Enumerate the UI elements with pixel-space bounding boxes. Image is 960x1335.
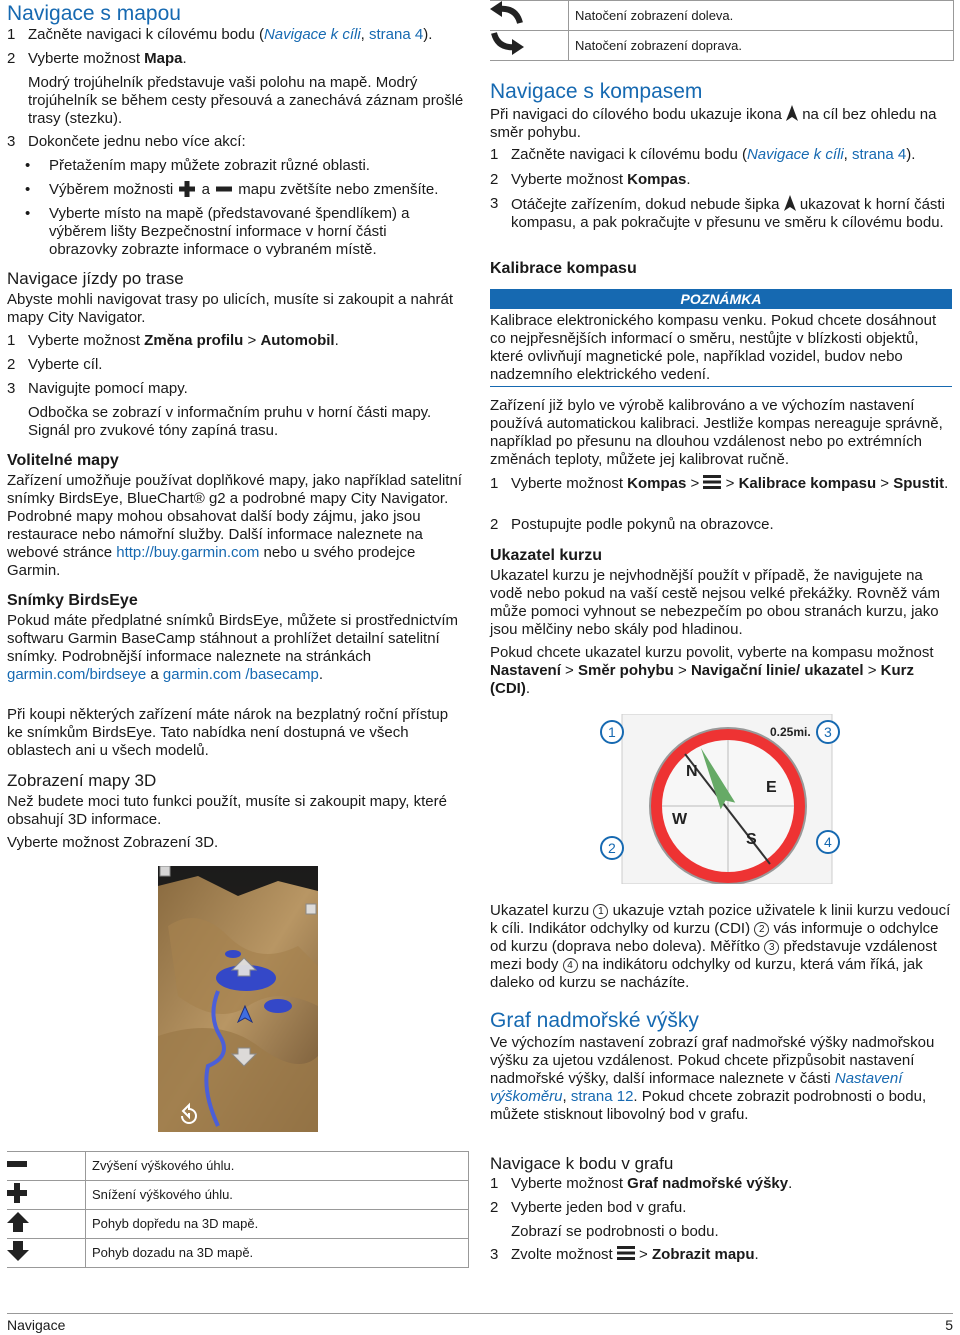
section-title-optional-maps: Volitelné mapy [7,452,119,469]
section-title-compass: Navigace s kompasem [490,80,703,103]
birdseye-text [7,612,467,684]
note-divider [490,386,952,387]
step-text-end: . [754,1246,759,1263]
rotate-right-icon [490,31,524,55]
arrow-up-icon [7,1211,29,1233]
step-number: 2 [7,50,16,67]
bullet-text: Výběrem možnosti [49,181,174,198]
note-text: Kalibrace elektronického kompasu venku. Pokud chcete dosáhnout co nejpřesnějších informací o směru, nestůjte v blízkosti objektů, které ovlivňují magnetické pole, například vozidel, budov nebo nadzemního elektrického vedení. [490,312,937,383]
callout-2 [601,837,623,859]
sep: > [721,475,739,492]
section-title-calibration: Kalibrace kompasu [490,260,637,277]
bullet-text: a [201,181,210,198]
step-number: 3 [7,133,16,150]
link-page-4[interactable]: strana 4 [852,146,907,163]
arrow-pointer-icon [784,195,796,211]
step-3 [7,380,188,398]
table-cell-icon [490,1,569,31]
bullet-text: Vyberte místo na mapě (představované špendlíkem) a výběrem lišty Bezpečnostní informace v horní části obrazovky zobrazte informace o vybraném místě. [49,205,410,258]
step-number: 3 [490,1246,499,1263]
callout-ref: 2 [754,922,769,937]
plus-icon [179,181,195,197]
bullet-text: Přetažením mapy můžete zobrazit různé oblasti. [49,157,370,174]
para-text: . Pokud chcete zobrazit podrobnosti o bodu, můžete stisknout libovolný bod v grafu. [490,1088,927,1123]
option-compass: Kompas [627,475,687,492]
para-text: představuje vzdálenost mezi body [490,938,937,973]
sep: > [686,475,704,492]
step-1 [7,332,339,350]
table-cell-icon [7,1152,86,1181]
bullet-dot: • [25,205,31,222]
step-3 [490,1246,759,1264]
3d-step: Vyberte možnost Zobrazení 3D. [7,834,219,851]
section-title-navigate-to-point: Navigace k bodu v grafu [490,1154,674,1173]
menu-icon [617,1246,635,1260]
callout-1 [601,721,623,743]
para-text: Pokud chcete ukazatel kurzu povolit, vyberte na kompasu možnost [490,644,934,661]
para-text: nebo u svého prodejce Garmin. [7,544,416,579]
step-number: 1 [7,332,16,349]
step-1 [490,146,916,164]
section-title-map-navigation: Navigace s mapou [7,2,181,25]
step-3 [7,133,246,151]
section-title-course-pointer: Ukazatel kurzu [490,547,603,564]
menu-icon [703,475,721,489]
table-cell-icon [490,31,569,61]
step-text: Vyberte možnost [511,171,628,188]
step-text: Vyberte cíl. [28,356,103,373]
step-text: Otáčejte zařízením, dokud nebude šipka [511,196,780,213]
optional-maps-text [7,472,467,580]
step-number: 2 [490,171,499,188]
step-text: Začněte navigaci k cílovému bodu ( [28,26,264,43]
option-view-map: Zobrazit mapu [652,1246,755,1263]
step-2 [490,516,774,534]
rotate-icon-table [490,0,954,61]
sep: > [863,662,881,679]
calibration-text: Zařízení již bylo ve výrobě kalibrováno a ve výchozím nastavení používá automatickou kalibraci. Jestliže kompas nereaguje správně, například po přesunu na dlouhou vzdálenost nebo po extrémních změnách teploty, můžete jej kalibrovat ručně. [490,397,943,468]
link-birdseye[interactable]: garmin.com/birdseye [7,666,147,683]
option-start: Spustit [893,475,945,492]
sep: > [560,662,578,679]
compass-image [600,714,850,884]
table-cell-icon [7,1239,86,1268]
bullet-dot: • [25,157,31,174]
step-number: 1 [490,475,499,492]
sep: , [843,146,853,163]
para-text: Zařízení umožňuje používat doplňkové mapy, jako například satelitní snímky BirdsEye, BlueChart® g2 a podrobné mapy City Navigator. Podrobné mapy mohou obsahovat další body zájmu, jako jsou restaurace nebo námořní služby. Další informace naleznete na webové stránce [7,472,462,561]
para-text: . [318,666,323,683]
step-text: Vyberte možnost [511,475,628,492]
step-2-note: Zobrazí se podrobnosti o bodu. [511,1223,719,1240]
step-text-end: . [944,475,949,492]
step-number: 3 [7,380,16,397]
step-1 [490,475,949,493]
step-number: 2 [490,516,499,533]
para-text: Při navigaci do cílového bodu ukazuje ikona [490,106,782,123]
step-text: Vyberte možnost [28,332,145,349]
option-compass: Kompas [627,171,687,188]
minus-icon [7,1154,27,1174]
step-3 [490,195,945,231]
sep: > [876,475,894,492]
step-text-end: ). [906,146,916,163]
para-text: . [525,680,530,697]
table-cell-label: Zvýšení výškového úhlu. [86,1152,469,1181]
callout-number: 2 [608,840,616,856]
table-row [7,1239,469,1268]
minus-icon [216,181,232,197]
step-number: 1 [490,1175,499,1192]
step-text-end: . [686,171,691,188]
callout-4 [817,831,839,853]
footer-page-number: 5 [945,1317,953,1333]
footer-divider [7,1313,953,1314]
step-text-end: . [334,332,339,349]
birdseye-text-2: Při koupi některých zařízení máte nárok na bezplatný roční přístup ke snímkům BirdsEye. Tato nabídka není dostupná ve všech oblastech ani u všech modelů. [7,706,449,759]
footer-section: Navigace [7,1317,66,1333]
arrow-pointer-icon [786,105,798,121]
step-number: 3 [490,195,499,212]
option-change-profile: Změna profilu [144,332,244,349]
step-text: Začněte navigaci k cílovému bodu ( [511,146,747,163]
table-row [490,1,954,31]
sep: > [634,1246,652,1263]
step-2-note: Modrý trojúhelník představuje vaši polohu na mapě. Modrý trojúhelník se během cesty přesouvá a zanechává záznam prošlé trasy (stezku). [28,74,464,127]
compass-scale-label: 0.25mi. [770,725,811,739]
option-map: Mapa [144,50,183,67]
step-1 [490,1175,793,1193]
table-row [7,1152,469,1181]
link-page-4[interactable]: strana 4 [369,26,424,43]
para-text: vás informuje o odchylce od kurzu (doprava nebo doleva). Měřítko [490,920,939,955]
step-number: 2 [7,356,16,373]
compass-letter: W [672,811,688,828]
para-text: Pokud máte předplatné snímků BirdsEye, můžete si prostřednictvím softwaru Garmin BaseCamp stáhnout a prohlížet detailní satelitní snímky. Podrobnější informace naleznete na stránkách [7,612,459,665]
route-intro: Abyste mohli navigovat trasy po ulicích, musíte si zakoupit a nahrát mapy City Navigator. [7,291,454,326]
table-cell-label: Snížení výškového úhlu. [86,1181,469,1210]
3d-text: Než budete moci tuto funkci použít, musíte si zakoupit mapy, které obsahují 3D informace. [7,793,447,828]
step-number: 1 [490,146,499,163]
link-altimeter-settings[interactable]: Nastavení výškoměru [490,1070,903,1105]
3d-map-image [158,866,318,1132]
step-text-end: ). [423,26,433,43]
sep: > [243,332,261,349]
compass-intro [490,105,952,142]
link-basecamp[interactable]: garmin.com /basecamp [162,666,319,683]
para-text: na cíl bez ohledu na směr pohybu. [490,106,937,141]
plus-icon [7,1183,27,1203]
option-nav-line: Navigační linie/ ukazatel [690,662,864,679]
para-text: a [146,666,163,683]
para-text: Ukazatel kurzu [490,902,590,919]
para-text: na indikátoru odchylky od kurzu, která vám říká, jak daleko od kurzu se nacházíte. [490,956,923,991]
table-row [7,1210,469,1239]
step-2 [490,171,691,189]
callout-3 [817,721,839,743]
link-navigate-to-destination[interactable]: Navigace k cíli [746,146,844,163]
callout-number: 1 [608,724,616,740]
callout-ref: 3 [764,940,779,955]
course-pointer-steps [490,644,952,698]
step-text: Vyberte možnost [28,50,145,67]
step-1 [7,26,433,44]
table-cell-label: Pohyb dopředu na 3D mapě. [86,1210,469,1239]
para-text: Ve výchozím nastavení zobrazí graf nadmořské výšky nadmořskou výšku za ujetou vzdálenost. Pokud chcete přizpůsobit nastavení nadmořské výšky, další informace naleznete v části [490,1034,935,1087]
bullet-text: mapu zvětšíte nebo zmenšíte. [238,181,439,198]
icon-legend-table [7,1151,469,1268]
step-text: Vyberte jeden bod v grafu. [511,1199,687,1216]
arrow-down-icon [7,1240,29,1262]
link-navigate-to-destination[interactable]: Navigace k cíli [263,26,361,43]
table-cell-icon [7,1210,86,1239]
option-course-cdi: Kurz (CDI) [490,662,914,697]
callout-number: 4 [824,834,832,850]
step-number: 1 [7,26,16,43]
step-text-end: . [788,1175,793,1192]
table-cell-label: Pohyb dozadu na 3D mapě. [86,1239,469,1268]
table-cell-label: Natočení zobrazení doprava. [569,31,954,61]
rotate-left-icon [490,1,524,25]
sep: , [562,1088,571,1105]
course-pointer-text: Ukazatel kurzu je nejvhodnější použít v případě, že navigujete na vodě nebo pokud na vaší cestě nejsou velké překážky. Rovněž vám může pomoci vyhnout se nebezpečím po obou stranách kurzu, jako jsou mělčiny nebo skály pod hladinou. [490,567,940,638]
option-settings: Nastavení [490,662,561,679]
note-header: POZNÁMKA [490,289,952,309]
option-heading: Směr pohybu [577,662,674,679]
table-cell-icon [7,1181,86,1210]
course-pointer-description [490,902,952,992]
step-number: 2 [490,1199,499,1216]
link-page-12[interactable]: strana 12 [570,1088,634,1105]
section-title-route: Navigace jízdy po trase [7,269,184,288]
option-automobile: Automobil [260,332,335,349]
option-calibrate-compass: Kalibrace kompasu [738,475,877,492]
step-text: Zvolte možnost [511,1246,613,1263]
step-text: Vyberte možnost [511,1175,628,1192]
step-2 [7,356,103,374]
sep: , [360,26,370,43]
table-row [490,31,954,61]
callout-ref: 1 [593,904,608,919]
step-text: Postupujte podle pokynů na obrazovce. [511,516,774,533]
para-text: ukazuje vztah pozice uživatele k linii kurzu vedoucí k cíli. Indikátor odchylky od kurzu (CDI) [490,902,951,937]
step-2 [7,50,187,68]
option-elevation-plot: Graf nadmořské výšky [627,1175,789,1192]
step-text: ukazovat k horní části kompasu, a pak pokračujte v přesunu ve směru k cílovému bodu. [511,196,945,231]
step-2 [490,1199,687,1217]
step-text-end: . [182,50,187,67]
step-text: Navigujte pomocí mapy. [28,380,188,397]
sep: > [673,662,691,679]
table-cell-label: Natočení zobrazení doleva. [569,1,954,31]
bullet-dot: • [25,181,31,198]
table-row [7,1181,469,1210]
section-title-elevation: Graf nadmořské výšky [490,1009,699,1032]
link-buy-garmin[interactable]: http://buy.garmin.com [116,544,260,561]
callout-number: 3 [824,724,832,740]
section-title-3d: Zobrazení mapy 3D [7,771,157,790]
compass-letter: N [686,763,698,780]
compass-letter: S [746,831,757,848]
step-3-note: Odbočka se zobrazí v informačním pruhu v horní části mapy. Signál pro zvukové tóny zapíná trasu. [28,404,432,439]
section-title-birdseye: Snímky BirdsEye [7,592,138,609]
step-text: Dokončete jednu nebo více akcí: [28,133,246,150]
callout-ref: 4 [563,958,578,973]
compass-letter: E [766,779,777,796]
elevation-text [490,1034,952,1124]
